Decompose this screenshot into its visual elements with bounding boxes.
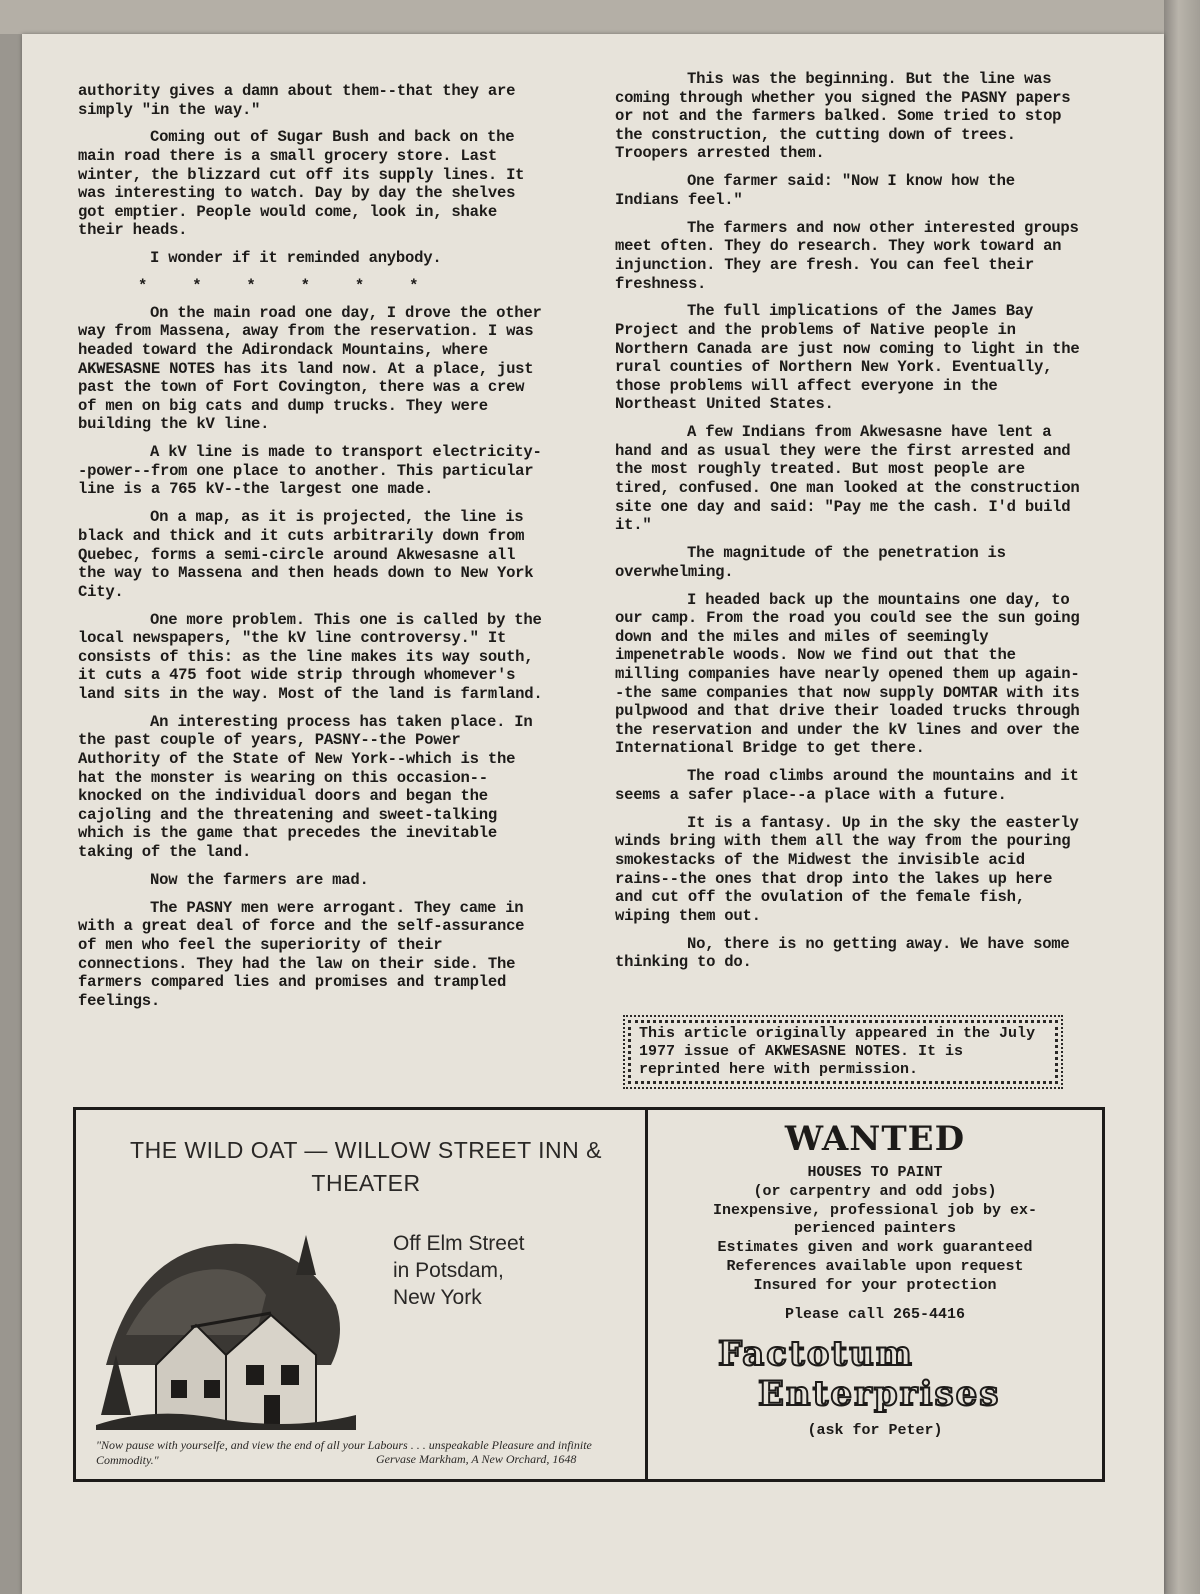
article-paragraph: The full implications of the James Bay Project and the problems of Native people in Northern Canada are just now coming to light in the rural counties of Northern New York. Eventually, those problems will affect everyone in the Northeast United States. (615, 302, 1080, 414)
wild-oat-address (393, 1230, 613, 1311)
article-paragraph: One farmer said: "Now I know how the Indians feel." (615, 172, 1015, 209)
wanted-line: Insured for your protection (753, 1276, 997, 1294)
quote-attribution: Gervase Markham, A New Orchard, 1648 (376, 1452, 577, 1466)
wanted-ad (648, 1110, 1102, 1441)
scan-page-edge (1164, 0, 1200, 1594)
article-paragraph: Now the farmers are mad. (150, 870, 369, 889)
article-paragraph: The magnitude of the penetration is overwhelming. (615, 544, 1006, 581)
wanted-line: Inexpensive, professional job by ex- (712, 1201, 1038, 1219)
article-left-column (78, 82, 548, 1020)
house-woodcut-illustration (96, 1215, 356, 1430)
wanted-line: HOUSES TO PAINT (807, 1164, 943, 1181)
article-paragraph: On a map, as it is projected, the line is black and thick and it cuts arbitrarily down from Quebec, forms a semi-circle around Akwesasne all the way to Massena and then heads down to New York City. (78, 508, 534, 601)
address-line: Off Elm Street (393, 1232, 525, 1255)
address-line: in Potsdam, (393, 1259, 504, 1282)
wanted-line: References available upon request (726, 1257, 1024, 1275)
markham-quote (96, 1438, 636, 1468)
article-paragraph: authority gives a damn about them--that they are simply "in the way." (78, 82, 516, 119)
wanted-line: (or carpentry and odd jobs) (753, 1182, 997, 1200)
company-name-word: Enterprises (758, 1374, 1001, 1415)
wanted-line: Estimates given and work guaranteed (717, 1239, 1033, 1257)
article-paragraph: Coming out of Sugar Bush and back on the main road there is a small grocery store. Last winter, the blizzard cut off its supply lines. It was interesting to watch. Day by day the shelves got emptier. People would come, look in, shake their heads. (78, 128, 525, 240)
article-paragraph: On the main road one day, I drove the other way from Massena, away from the reservation. I was headed toward the Adirondack Mountains, where AKWESASNE NOTES has its land now. At a place, just past the town of Fort Covington, there was a crew of men on big cats and dump trucks. They were building the kV line. (78, 303, 542, 434)
quote-text: "Now pause with yourselfe, and view the end of all your Labours . . . unspeakable Pleasure and infinite Commodity." (96, 1438, 592, 1467)
scan-background-top (0, 0, 1200, 34)
article-paragraph: I wonder if it reminded anybody. (150, 249, 442, 268)
article-paragraph: It is a fantasy. Up in the sky the easterly winds bring with them all the way from the pouring smokestacks of the Midwest the invisible acid rains--the ones that drop into the lakes up here and cut off the ovulation of the female fish, wiping them out. (615, 813, 1079, 925)
advertisement-box (73, 1107, 1105, 1482)
article-paragraph: A kV line is made to transport electricity--power--from one place to another. This particular line is a 765 kV--the largest one made. (78, 443, 542, 499)
article-paragraph: The road climbs around the mountains and it seems a safer place--a place with a future. (615, 767, 1079, 804)
article-paragraph: I headed back up the mountains one day, to our camp. From the road you could see the sun going down and the miles and miles of seemingly impenetrable woods. Now we find out that the milling companies have nearly opened them up again--the same companies that now supply DOMTAR with its pulpwood and that drive their loaded trucks through the reservation and under the kV lines and over the International Bridge to get there. (615, 590, 1080, 758)
article-paragraph: No, there is no getting away. We have some thinking to do. (615, 934, 1070, 972)
wild-oat-title: THE WILD OAT — WILLOW STREET INN & THEATER (130, 1137, 602, 1196)
phone-number: Please call 265-4416 (784, 1305, 966, 1323)
contact-note: (ask for Peter) (807, 1422, 943, 1440)
wanted-line: perienced painters (793, 1220, 957, 1238)
article-paragraph: The PASNY men were arrogant. They came in with a great deal of force and the self-assurance of men who feel the superiority of their connections. They had the law on their side. The farmers compared lies and promises and trampled feelings. (78, 898, 525, 1010)
company-logo (648, 1334, 1102, 1414)
article-paragraph: The farmers and now other interested groups meet often. They do research. They work toward an injunction. They are fresh. You can feel their freshness. (615, 218, 1079, 293)
wanted-heading: WANTED (784, 1119, 966, 1159)
article-right-column (615, 70, 1085, 981)
address-line: New York (393, 1286, 482, 1309)
article-paragraph: A few Indians from Akwesasne have lent a hand and as usual they were the first arrested and the most roughly treated. But most people are tired, confused. One man looked at the construction site one day and said: "Pay me the cash. I'd build it." (615, 423, 1080, 535)
article-paragraph: One more problem. This one is called by the local newspapers, "the kV line controversy." It consists of this: as the line makes its way south, it cuts a 475 foot wide strip through whomever's land sits in the way. Most of the land is farmland. (78, 610, 543, 703)
article-paragraph: This was the beginning. But the line was coming through whether you signed the PASNY papers or not and the farmers balked. Some tried to stop the construction, the cutting down of trees. Troopers arrested them. (615, 70, 1071, 163)
section-separator: * * * * * * (138, 277, 419, 296)
company-name-word: Factotum (718, 1334, 914, 1375)
reprint-notice: This article originally appeared in the July 1977 issue of AKWESASNE NOTES. It is reprinted here with permission. (628, 1020, 1058, 1084)
article-paragraph: An interesting process has taken place. In the past couple of years, PASNY--the Power Authority of the State of New York--which is the hat the monster is wearing on this occasion--knocked on the individual doors and began the cajoling and the threatening and sweet-talking which is the game that precedes the inevitable taking of the land. (78, 712, 533, 862)
